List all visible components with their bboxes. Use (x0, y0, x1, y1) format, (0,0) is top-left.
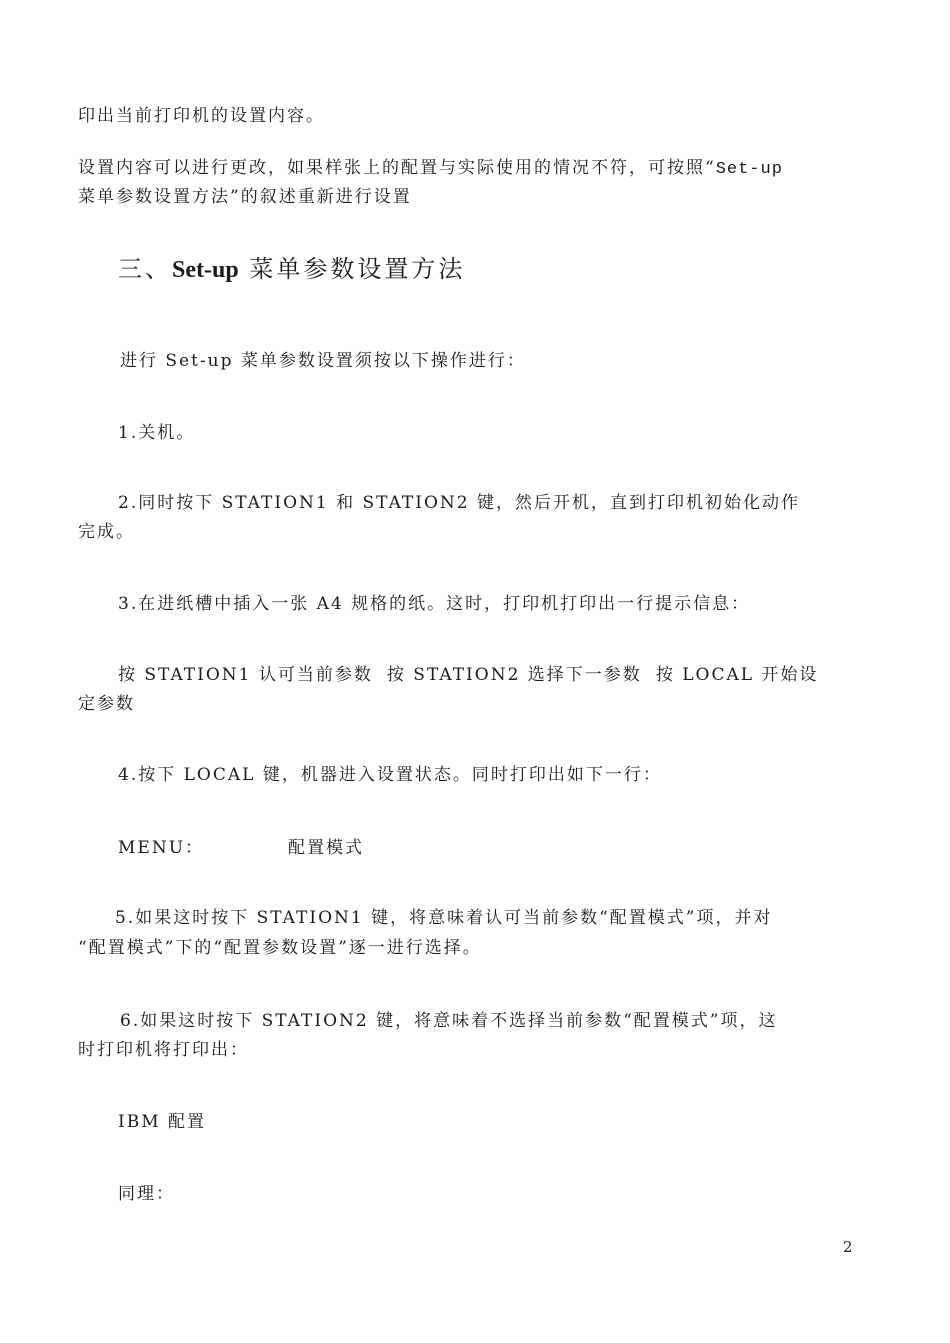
step-3: 3.在进纸槽中插入一张 A4 规格的纸。这时，打印机打印出一行提示信息： (118, 594, 751, 614)
step-6-line2: 时打印机将打印出： (78, 1040, 249, 1060)
prompt-line1 (118, 664, 818, 686)
section-heading-bold: Set-up (172, 257, 239, 283)
step-2-line2: 完成。 (78, 522, 135, 542)
step-6-line1: 6.如果这时按下 STATION2 键，将意味着不选择当前参数“配置模式”项，这 (120, 1011, 778, 1031)
paragraph-print-settings: 印出当前打印机的设置内容。 (78, 106, 325, 126)
intro-paragraph: 进行 Set-up 菜单参数设置须按以下操作进行： (120, 351, 526, 371)
prompt-part3: 按 LOCAL 开始设 (655, 665, 819, 685)
paragraph-change-settings-line2: 菜单参数设置方法”的叙述重新进行设置 (78, 187, 412, 207)
prompt-part2: 按 STATION2 选择下一参数 (386, 665, 642, 685)
section-heading-prefix: 三、 (118, 255, 172, 283)
step-5-line2: “配置模式”下的“配置参数设置”逐一进行选择。 (78, 938, 482, 958)
paragraph-change-settings-text: 设置内容可以进行更改，如果样张上的配置与实际使用的情况不符，可按照“ (78, 158, 716, 178)
menu-line (118, 837, 364, 859)
page-number: 2 (843, 1238, 853, 1256)
prompt-part1: 按 STATION1 认可当前参数 (118, 665, 373, 685)
prompt-line2: 定参数 (78, 694, 135, 714)
menu-value: 配置模式 (288, 838, 365, 858)
ibm-config-line: IBM 配置 (118, 1112, 207, 1132)
step-2-line1: 2.同时按下 STATION1 和 STATION2 键，然后开机，直到打印机初始化动作 (118, 493, 801, 513)
menu-label: MENU： (118, 838, 205, 858)
step-5-line1: 5.如果这时按下 STATION1 键，将意味着认可当前参数“配置模式”项，并对 (115, 908, 773, 928)
step-4: 4.按下 LOCAL 键，机器进入设置状态。同时打印出如下一行： (118, 765, 662, 785)
section-heading-suffix: 菜单参数设置方法 (238, 255, 466, 283)
section-heading (118, 254, 465, 285)
tongli-line: 同理： (118, 1184, 175, 1204)
setup-term: Set-up (715, 160, 783, 179)
step-1: 1.关机。 (118, 423, 196, 443)
paragraph-change-settings-line1 (78, 157, 783, 181)
